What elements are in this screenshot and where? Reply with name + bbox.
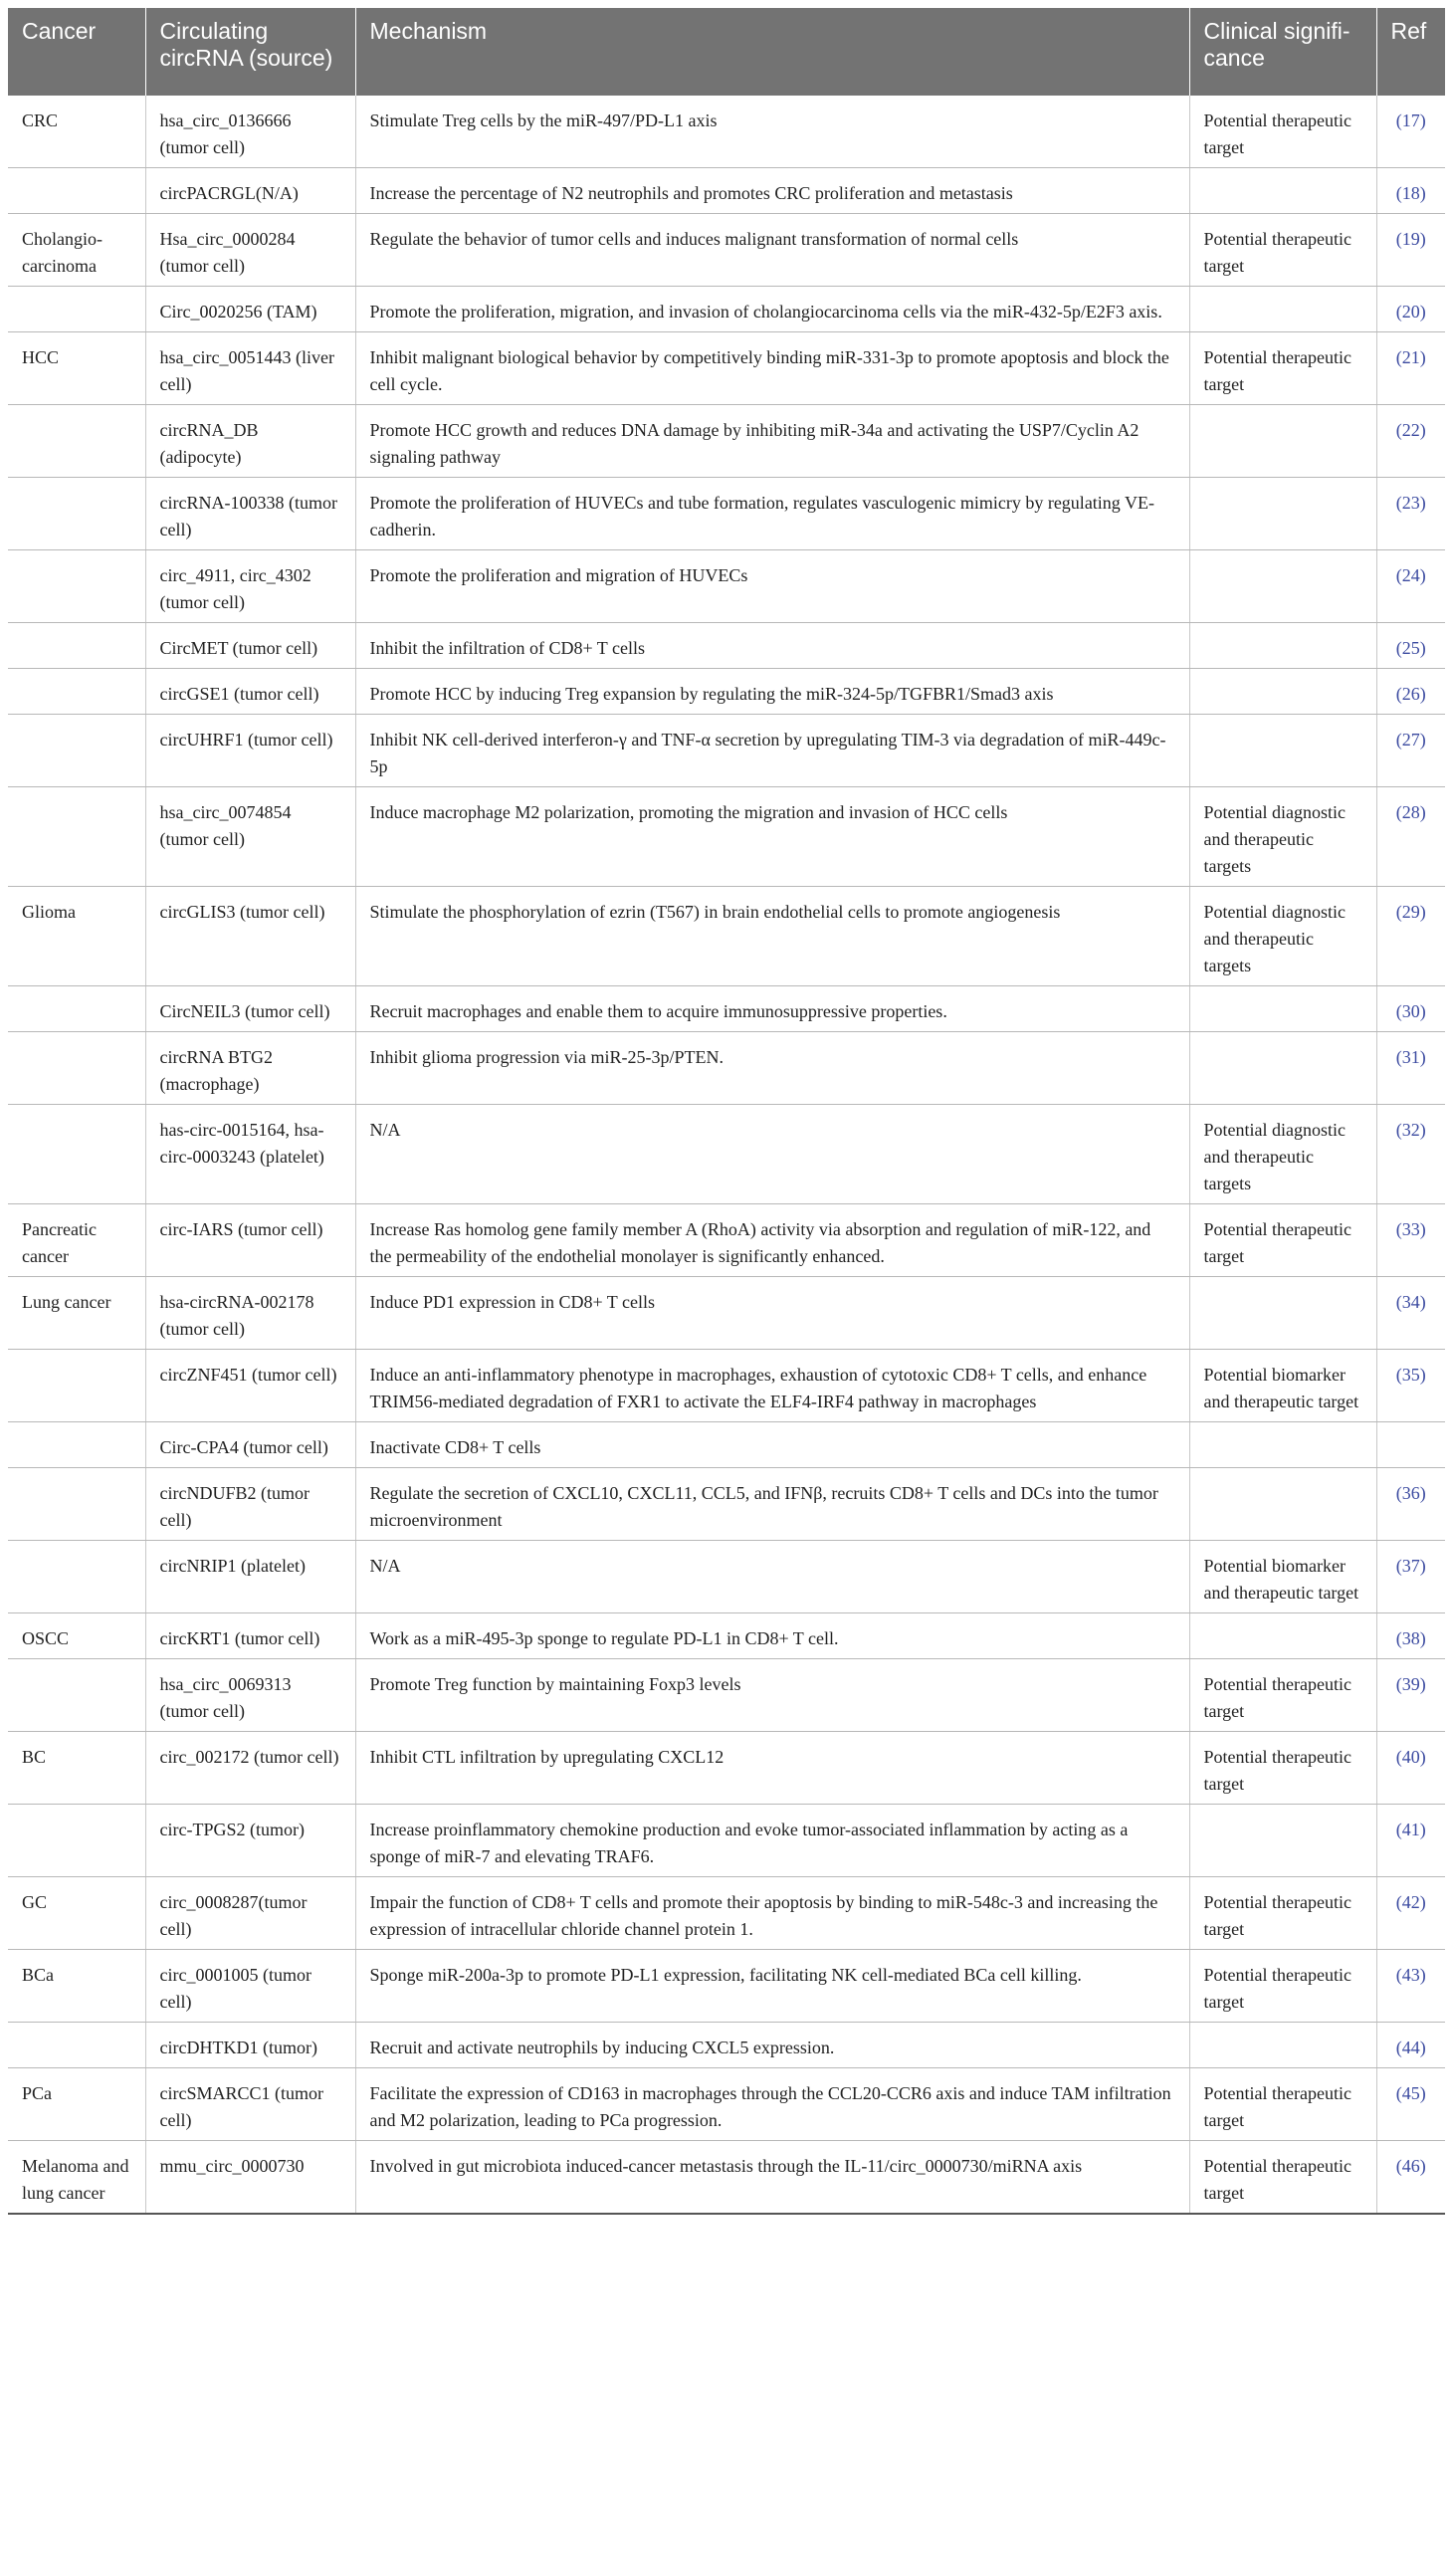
cell-cancer	[8, 1468, 145, 1541]
cell-mechanism: Promote HCC growth and reduces DNA damage by inhibiting miR-34a and activating the USP7/Cyclin A2 signaling pathway	[355, 405, 1189, 478]
cell-circrna: hsa-circRNA-002178 (tumor cell)	[145, 1277, 355, 1350]
table-row	[8, 405, 1445, 478]
cell-circrna: has-circ-0015164, hsa-circ-0003243 (platelet)	[145, 1105, 355, 1204]
cell-mechanism: Promote the proliferation, migration, and invasion of cholangiocarcinoma cells via the miR-432-5p/E2F3 axis.	[355, 287, 1189, 332]
cell-cancer: BCa	[8, 1950, 145, 2023]
cell-circrna: circ_0001005 (tumor cell)	[145, 1950, 355, 2023]
cell-ref-link[interactable]: (22)	[1376, 405, 1445, 478]
cell-ref-link[interactable]: (45)	[1376, 2068, 1445, 2141]
cell-clinical-significance: Potential diagnostic and therapeutic targets	[1189, 887, 1376, 986]
cell-cancer	[8, 1659, 145, 1732]
cell-cancer: Lung cancer	[8, 1277, 145, 1350]
cell-circrna: Circ_0020256 (TAM)	[145, 287, 355, 332]
cell-cancer	[8, 1422, 145, 1468]
cell-ref-link[interactable]: (17)	[1376, 96, 1445, 168]
cell-cancer	[8, 478, 145, 550]
cell-ref-link[interactable]: (44)	[1376, 2023, 1445, 2068]
cell-cancer	[8, 405, 145, 478]
cell-clinical-significance: Potential biomarker and therapeutic target	[1189, 1350, 1376, 1422]
cell-clinical-significance	[1189, 715, 1376, 787]
table-row	[8, 887, 1445, 986]
cell-mechanism: Regulate the secretion of CXCL10, CXCL11, CCL5, and IFNβ, recruits CD8+ T cells and DCs into the tumor microenvironment	[355, 1468, 1189, 1541]
cell-cancer: GC	[8, 1877, 145, 1950]
table-row	[8, 2141, 1445, 2215]
cell-mechanism: Regulate the behavior of tumor cells and induces malignant transformation of normal cells	[355, 214, 1189, 287]
cell-clinical-significance	[1189, 1032, 1376, 1105]
cell-cancer	[8, 715, 145, 787]
table-row	[8, 2068, 1445, 2141]
cell-clinical-significance	[1189, 986, 1376, 1032]
cell-ref-link[interactable]: (40)	[1376, 1732, 1445, 1805]
cell-clinical-significance: Potential therapeutic target	[1189, 332, 1376, 405]
cell-ref-link[interactable]: (23)	[1376, 478, 1445, 550]
cell-cancer	[8, 550, 145, 623]
cell-circrna: circ-IARS (tumor cell)	[145, 1204, 355, 1277]
table-row	[8, 1204, 1445, 1277]
cell-clinical-significance: Potential therapeutic target	[1189, 214, 1376, 287]
cell-cancer: Cholangio-carcinoma	[8, 214, 145, 287]
cell-circrna: circPACRGL(N/A)	[145, 168, 355, 214]
table-row	[8, 1950, 1445, 2023]
cell-mechanism: Stimulate the phosphorylation of ezrin (T567) in brain endothelial cells to promote angiogenesis	[355, 887, 1189, 986]
table-row	[8, 1277, 1445, 1350]
cell-mechanism: Stimulate Treg cells by the miR-497/PD-L1 axis	[355, 96, 1189, 168]
cell-ref-link[interactable]: (20)	[1376, 287, 1445, 332]
cell-cancer	[8, 2023, 145, 2068]
cell-circrna: circNDUFB2 (tumor cell)	[145, 1468, 355, 1541]
cell-circrna: hsa_circ_0069313 (tumor cell)	[145, 1659, 355, 1732]
cell-clinical-significance: Potential therapeutic target	[1189, 2068, 1376, 2141]
cell-ref-link[interactable]: (33)	[1376, 1204, 1445, 1277]
cell-circrna: circKRT1 (tumor cell)	[145, 1613, 355, 1659]
cell-circrna: circSMARCC1 (tumor cell)	[145, 2068, 355, 2141]
cell-ref-link[interactable]: (31)	[1376, 1032, 1445, 1105]
table-body	[8, 96, 1445, 2214]
table-row	[8, 1422, 1445, 1468]
cell-cancer	[8, 287, 145, 332]
cell-circrna: circUHRF1 (tumor cell)	[145, 715, 355, 787]
table-row	[8, 1032, 1445, 1105]
cell-cancer	[8, 1032, 145, 1105]
cell-cancer	[8, 168, 145, 214]
cell-mechanism: Inhibit the infiltration of CD8+ T cells	[355, 623, 1189, 669]
cell-mechanism: Inhibit malignant biological behavior by competitively binding miR-331-3p to promote apoptosis and block the cell cycle.	[355, 332, 1189, 405]
cell-circrna: mmu_circ_0000730	[145, 2141, 355, 2215]
cell-ref-link[interactable]: (24)	[1376, 550, 1445, 623]
cell-circrna: circRNA-100338 (tumor cell)	[145, 478, 355, 550]
cell-clinical-significance	[1189, 287, 1376, 332]
table-row	[8, 478, 1445, 550]
cell-cancer: OSCC	[8, 1613, 145, 1659]
cell-cancer: Melanoma and lung cancer	[8, 2141, 145, 2215]
table-row	[8, 787, 1445, 887]
cell-circrna: hsa_circ_0051443 (liver cell)	[145, 332, 355, 405]
table-header-row	[8, 8, 1445, 96]
cell-circrna: CircNEIL3 (tumor cell)	[145, 986, 355, 1032]
cell-circrna: circRNA_DB (adipocyte)	[145, 405, 355, 478]
table-row	[8, 550, 1445, 623]
cell-ref-link[interactable]: (41)	[1376, 1805, 1445, 1877]
cell-mechanism: Promote the proliferation and migration of HUVECs	[355, 550, 1189, 623]
cell-cancer: HCC	[8, 332, 145, 405]
cell-ref-link[interactable]: (26)	[1376, 669, 1445, 715]
table-row	[8, 986, 1445, 1032]
cell-clinical-significance: Potential therapeutic target	[1189, 96, 1376, 168]
cell-cancer: BC	[8, 1732, 145, 1805]
cell-circrna: Circ-CPA4 (tumor cell)	[145, 1422, 355, 1468]
cell-cancer: Pancreatic cancer	[8, 1204, 145, 1277]
cell-mechanism: Increase the percentage of N2 neutrophils and promotes CRC proliferation and metastasis	[355, 168, 1189, 214]
table-row	[8, 1468, 1445, 1541]
cell-cancer	[8, 1105, 145, 1204]
cell-ref-link[interactable]: (18)	[1376, 168, 1445, 214]
cell-ref-link[interactable]: (21)	[1376, 332, 1445, 405]
cell-circrna: circ-TPGS2 (tumor)	[145, 1805, 355, 1877]
cell-circrna: circGLIS3 (tumor cell)	[145, 887, 355, 986]
cell-ref-link[interactable]: (25)	[1376, 623, 1445, 669]
cell-ref-link[interactable]: (30)	[1376, 986, 1445, 1032]
cell-clinical-significance: Potential therapeutic target	[1189, 1204, 1376, 1277]
table-row	[8, 623, 1445, 669]
table-row	[8, 1613, 1445, 1659]
cell-ref-link[interactable]: (43)	[1376, 1950, 1445, 2023]
cell-clinical-significance	[1189, 1468, 1376, 1541]
cell-mechanism: Promote the proliferation of HUVECs and tube formation, regulates vasculogenic mimicry by regulating VE-cadherin.	[355, 478, 1189, 550]
table-row	[8, 1541, 1445, 1613]
table-row	[8, 1732, 1445, 1805]
cell-clinical-significance: Potential therapeutic target	[1189, 1877, 1376, 1950]
cell-cancer	[8, 1805, 145, 1877]
cell-mechanism: Promote HCC by inducing Treg expansion by regulating the miR-324-5p/TGFBR1/Smad3 axis	[355, 669, 1189, 715]
cell-clinical-significance	[1189, 478, 1376, 550]
cell-cancer	[8, 669, 145, 715]
cell-ref-link[interactable]: (46)	[1376, 2141, 1445, 2215]
cell-circrna: hsa_circ_0074854 (tumor cell)	[145, 787, 355, 887]
cell-mechanism: Impair the function of CD8+ T cells and promote their apoptosis by binding to miR-548c-3 and increasing the expression of intracellular chloride channel protein 1.	[355, 1877, 1189, 1950]
table-row	[8, 1350, 1445, 1422]
cell-circrna: circZNF451 (tumor cell)	[145, 1350, 355, 1422]
cell-mechanism: Facilitate the expression of CD163 in macrophages through the CCL20-CCR6 axis and induce TAM infiltration and M2 polarization, leading to PCa progression.	[355, 2068, 1189, 2141]
table-row	[8, 96, 1445, 168]
table-row	[8, 1805, 1445, 1877]
cell-mechanism: Inhibit CTL infiltration by upregulating CXCL12	[355, 1732, 1189, 1805]
cell-mechanism: Work as a miR-495-3p sponge to regulate PD-L1 in CD8+ T cell.	[355, 1613, 1189, 1659]
cell-clinical-significance	[1189, 550, 1376, 623]
cell-circrna: circ_002172 (tumor cell)	[145, 1732, 355, 1805]
cell-clinical-significance	[1189, 623, 1376, 669]
cell-circrna: circNRIP1 (platelet)	[145, 1541, 355, 1613]
cell-ref-link[interactable]: (34)	[1376, 1277, 1445, 1350]
cell-cancer: Glioma	[8, 887, 145, 986]
table-row	[8, 168, 1445, 214]
cell-mechanism: Recruit and activate neutrophils by inducing CXCL5 expression.	[355, 2023, 1189, 2068]
cell-clinical-significance	[1189, 405, 1376, 478]
cell-circrna: circGSE1 (tumor cell)	[145, 669, 355, 715]
table-row	[8, 287, 1445, 332]
cell-ref-link[interactable]: (27)	[1376, 715, 1445, 787]
cell-circrna: circ_4911, circ_4302 (tumor cell)	[145, 550, 355, 623]
cell-mechanism: Induce PD1 expression in CD8+ T cells	[355, 1277, 1189, 1350]
header-mechanism: Mechanism	[355, 8, 1189, 96]
header-clinical-significance: Clinical signifi-cance	[1189, 8, 1376, 96]
cell-clinical-significance	[1189, 1613, 1376, 1659]
table-row	[8, 1659, 1445, 1732]
cell-mechanism: Induce an anti-inflammatory phenotype in macrophages, exhaustion of cytotoxic CD8+ T cells, and enhance TRIM56-mediated degradation of FXR1 to activate the ELF4-IRF4 pathway in macrophages	[355, 1350, 1189, 1422]
cell-ref-link[interactable]: (36)	[1376, 1468, 1445, 1541]
cell-circrna: circ_0008287(tumor cell)	[145, 1877, 355, 1950]
cell-mechanism: Inhibit glioma progression via miR-25-3p/PTEN.	[355, 1032, 1189, 1105]
cell-mechanism: N/A	[355, 1541, 1189, 1613]
cell-mechanism: Increase Ras homolog gene family member A (RhoA) activity via absorption and regulation of miR-122, and the permeability of the endothelial monolayer is significantly enhanced.	[355, 1204, 1189, 1277]
cell-ref-link[interactable]: (35)	[1376, 1350, 1445, 1422]
cell-mechanism: Inhibit NK cell-derived interferon-γ and TNF-α secretion by upregulating TIM-3 via degradation of miR-449c-5p	[355, 715, 1189, 787]
cell-circrna: CircMET (tumor cell)	[145, 623, 355, 669]
cell-mechanism: Recruit macrophages and enable them to acquire immunosuppressive properties.	[355, 986, 1189, 1032]
cell-cancer	[8, 1350, 145, 1422]
cell-clinical-significance	[1189, 1805, 1376, 1877]
cell-circrna: circDHTKD1 (tumor)	[145, 2023, 355, 2068]
cell-circrna: circRNA BTG2 (macrophage)	[145, 1032, 355, 1105]
cell-ref-link[interactable]: (19)	[1376, 214, 1445, 287]
cell-ref-link[interactable]: (29)	[1376, 887, 1445, 986]
cell-ref-link[interactable]: (37)	[1376, 1541, 1445, 1613]
cell-clinical-significance	[1189, 669, 1376, 715]
cell-ref-link[interactable]: (28)	[1376, 787, 1445, 887]
table-row	[8, 1877, 1445, 1950]
cell-clinical-significance: Potential therapeutic target	[1189, 1659, 1376, 1732]
cell-clinical-significance: Potential therapeutic target	[1189, 1950, 1376, 2023]
cell-clinical-significance: Potential therapeutic target	[1189, 2141, 1376, 2215]
cell-ref-link[interactable]	[1376, 1422, 1445, 1468]
cell-mechanism: N/A	[355, 1105, 1189, 1204]
cell-ref-link[interactable]: (38)	[1376, 1613, 1445, 1659]
cell-ref-link[interactable]: (32)	[1376, 1105, 1445, 1204]
cell-mechanism: Involved in gut microbiota induced-cancer metastasis through the IL-11/circ_0000730/miRNA axis	[355, 2141, 1189, 2215]
table-row	[8, 2023, 1445, 2068]
cell-ref-link[interactable]: (42)	[1376, 1877, 1445, 1950]
table-row	[8, 715, 1445, 787]
cell-clinical-significance	[1189, 1277, 1376, 1350]
cell-clinical-significance	[1189, 2023, 1376, 2068]
cell-clinical-significance: Potential diagnostic and therapeutic targets	[1189, 787, 1376, 887]
table-row	[8, 1105, 1445, 1204]
table-row	[8, 669, 1445, 715]
cell-cancer: CRC	[8, 96, 145, 168]
cell-mechanism: Inactivate CD8+ T cells	[355, 1422, 1189, 1468]
circrna-table	[8, 8, 1445, 2215]
cell-circrna: Hsa_circ_0000284 (tumor cell)	[145, 214, 355, 287]
cell-circrna: hsa_circ_0136666 (tumor cell)	[145, 96, 355, 168]
cell-cancer	[8, 787, 145, 887]
table-row	[8, 214, 1445, 287]
cell-clinical-significance	[1189, 1422, 1376, 1468]
cell-ref-link[interactable]: (39)	[1376, 1659, 1445, 1732]
cell-mechanism: Promote Treg function by maintaining Foxp3 levels	[355, 1659, 1189, 1732]
cell-cancer	[8, 623, 145, 669]
cell-clinical-significance: Potential diagnostic and therapeutic targets	[1189, 1105, 1376, 1204]
header-ref: Ref	[1376, 8, 1445, 96]
table-row	[8, 332, 1445, 405]
cell-mechanism: Increase proinflammatory chemokine production and evoke tumor-associated inflammation by acting as a sponge of miR-7 and elevating TRAF6.	[355, 1805, 1189, 1877]
cell-cancer: PCa	[8, 2068, 145, 2141]
cell-cancer	[8, 986, 145, 1032]
header-circrna: Circulating circRNA (source)	[145, 8, 355, 96]
cell-mechanism: Induce macrophage M2 polarization, promoting the migration and invasion of HCC cells	[355, 787, 1189, 887]
header-cancer: Cancer	[8, 8, 145, 96]
cell-mechanism: Sponge miR-200a-3p to promote PD-L1 expression, facilitating NK cell-mediated BCa cell killing.	[355, 1950, 1189, 2023]
cell-clinical-significance: Potential therapeutic target	[1189, 1732, 1376, 1805]
cell-clinical-significance	[1189, 168, 1376, 214]
cell-cancer	[8, 1541, 145, 1613]
cell-clinical-significance: Potential biomarker and therapeutic target	[1189, 1541, 1376, 1613]
